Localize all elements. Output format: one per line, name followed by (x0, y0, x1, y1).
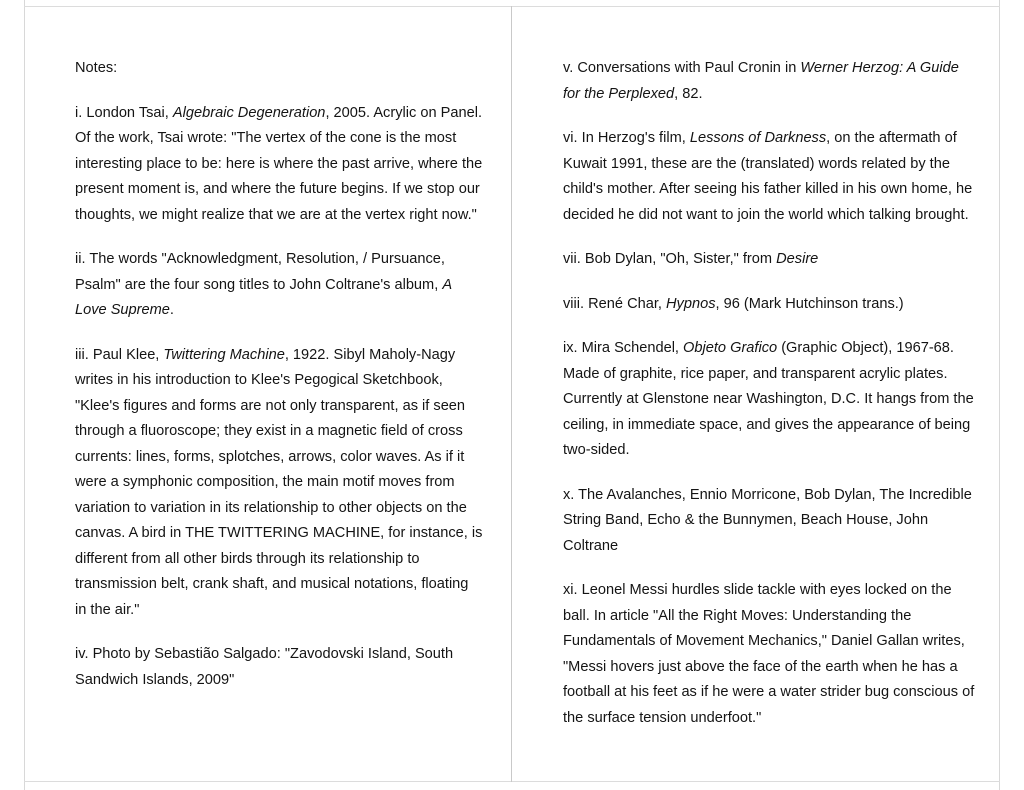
two-column-layout (24, 6, 1000, 782)
note-item: i. London Tsai, Algebraic Degeneration, 2005. Acrylic on Panel. Of the work, Tsai wrote: "The vertex of the cone is the most interesting place to be: here is where the past arrive, where the present moment is, and where the future begins. If we stop our thoughts, we might realize that we are at the vertex right now." (75, 104, 483, 223)
note-item: x. The Avalanches, Ennio Morricone, Bob Dylan, The Incredible String Band, Echo & the Bunnymen, Beach House, John Coltrane (563, 486, 972, 554)
note-item: ix. Mira Schendel, Objeto Grafico (Graphic Object), 1967-68. Made of graphite, rice paper, and transparent acrylic plates. Currently at Glenstone near Washington, D.C. It hangs from the ceiling, in immediate space, and gives the appearance of being two-sided. (563, 340, 974, 458)
note-item: v. Conversations with Paul Cronin in Werner Herzog: A Guide for the Perplexed, 82. (563, 60, 959, 102)
notes-heading: Notes: (75, 60, 118, 76)
note-item: iv. Photo by Sebastião Salgado: "Zavodovski Island, South Sandwich Islands, 2009" (75, 646, 454, 688)
note-item: viii. René Char, Hypnos, 96 (Mark Hutchinson trans.) (563, 295, 904, 312)
note-item: ii. The words "Acknowledgment, Resolution, / Pursuance, Psalm" are the four song titles to John Coltrane's album, A Love Supreme. (75, 251, 452, 318)
note-item: iii. Paul Klee, Twittering Machine, 1922. Sibyl Maholy-Nagy writes in his introduction to Klee's Pegogical Sketchbook, "Klee's figures and forms are not only transparent, as if seen through a fluoroscope; they exist in a magnetic field of cross currents: lines, forms, splotches, arrows, color waves. As if it were a symphonic composition, the main motif moves from variation to variation in its relationship to other objects on the canvas. A bird in THE TWITTERING MACHINE, for instance, is different from all other birds through its relationship to transmission belt, crank shaft, and musical notations, floating in the air." (75, 346, 483, 618)
left-column (24, 6, 511, 782)
note-item: vi. In Herzog's film, Lessons of Darkness, on the aftermath of Kuwait 1991, these are the (translated) words related by the child's mother. After seeing his father killed in his own home, he decided he did not want to join the world which talking brought. (563, 130, 973, 223)
note-item: vii. Bob Dylan, "Oh, Sister," from Desire (563, 251, 819, 267)
note-item: xi. Leonel Messi hurdles slide tackle with eyes locked on the ball. In article "All the Right Moves: Understanding the Fundamentals of Movement Mechanics," Daniel Gallan writes, "Messi hovers just above the face of the earth when he has a football at his feet as if he were a water strider bug conscious of the surface tension underfoot." (563, 582, 975, 726)
right-column (511, 6, 998, 782)
